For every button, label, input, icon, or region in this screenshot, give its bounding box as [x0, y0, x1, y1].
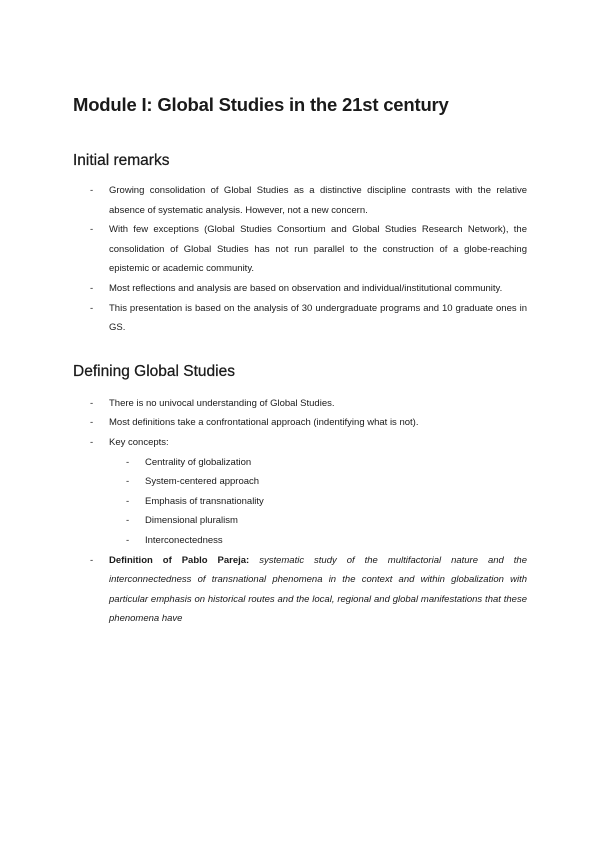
key-concept-item: - Centrality of globalization	[109, 453, 527, 473]
defining-global-studies-list	[73, 394, 527, 629]
section-heading-defining-global-studies: Defining Global Studies	[73, 362, 235, 380]
list-item: - Most reflections and analysis are based on observation and individual/institutional community.	[73, 279, 527, 299]
list-item: - There is no univocal understanding of Global Studies.	[73, 394, 527, 414]
key-concept-item: - Dimensional pluralism	[109, 511, 527, 531]
definition-label: Definition of Pablo Pareja:	[109, 554, 250, 566]
list-item: - This presentation is based on the analysis of 30 undergraduate programs and 10 graduate ones in GS.	[73, 299, 527, 338]
list-item-key-concepts	[73, 433, 527, 551]
key-concepts-label: Key concepts:	[109, 436, 169, 448]
page-content	[73, 92, 527, 629]
definition-item	[73, 551, 527, 629]
section-heading-initial-remarks: Initial remarks	[73, 152, 170, 169]
definition-text: systematic study of the multifactorial nature and the interconnectedness of transnational phenomena in the context and within globalization with particular emphasis on historical routes and the local, regional and global manifestations that these phenomena have	[109, 554, 527, 625]
key-concept-item: - Emphasis of transnationality	[109, 492, 527, 512]
key-concept-item: - System-centered approach	[109, 472, 527, 492]
key-concept-item: - Interconectedness	[109, 531, 527, 551]
list-item: - Growing consolidation of Global Studies as a distinctive discipline contrasts with the relative absence of systematic analysis. However, not a new concern.	[73, 181, 527, 220]
list-item: - With few exceptions (Global Studies Consortium and Global Studies Research Network), the consolidation of Global Studies has not run parallel to the construction of a globe-reaching epistemic or academic community.	[73, 220, 527, 279]
list-item: - Most definitions take a confrontational approach (indentifying what is not).	[73, 413, 527, 433]
key-concepts-list	[109, 453, 527, 551]
module-title: Module I: Global Studies in the 21st century	[73, 94, 449, 115]
initial-remarks-list	[73, 181, 527, 338]
